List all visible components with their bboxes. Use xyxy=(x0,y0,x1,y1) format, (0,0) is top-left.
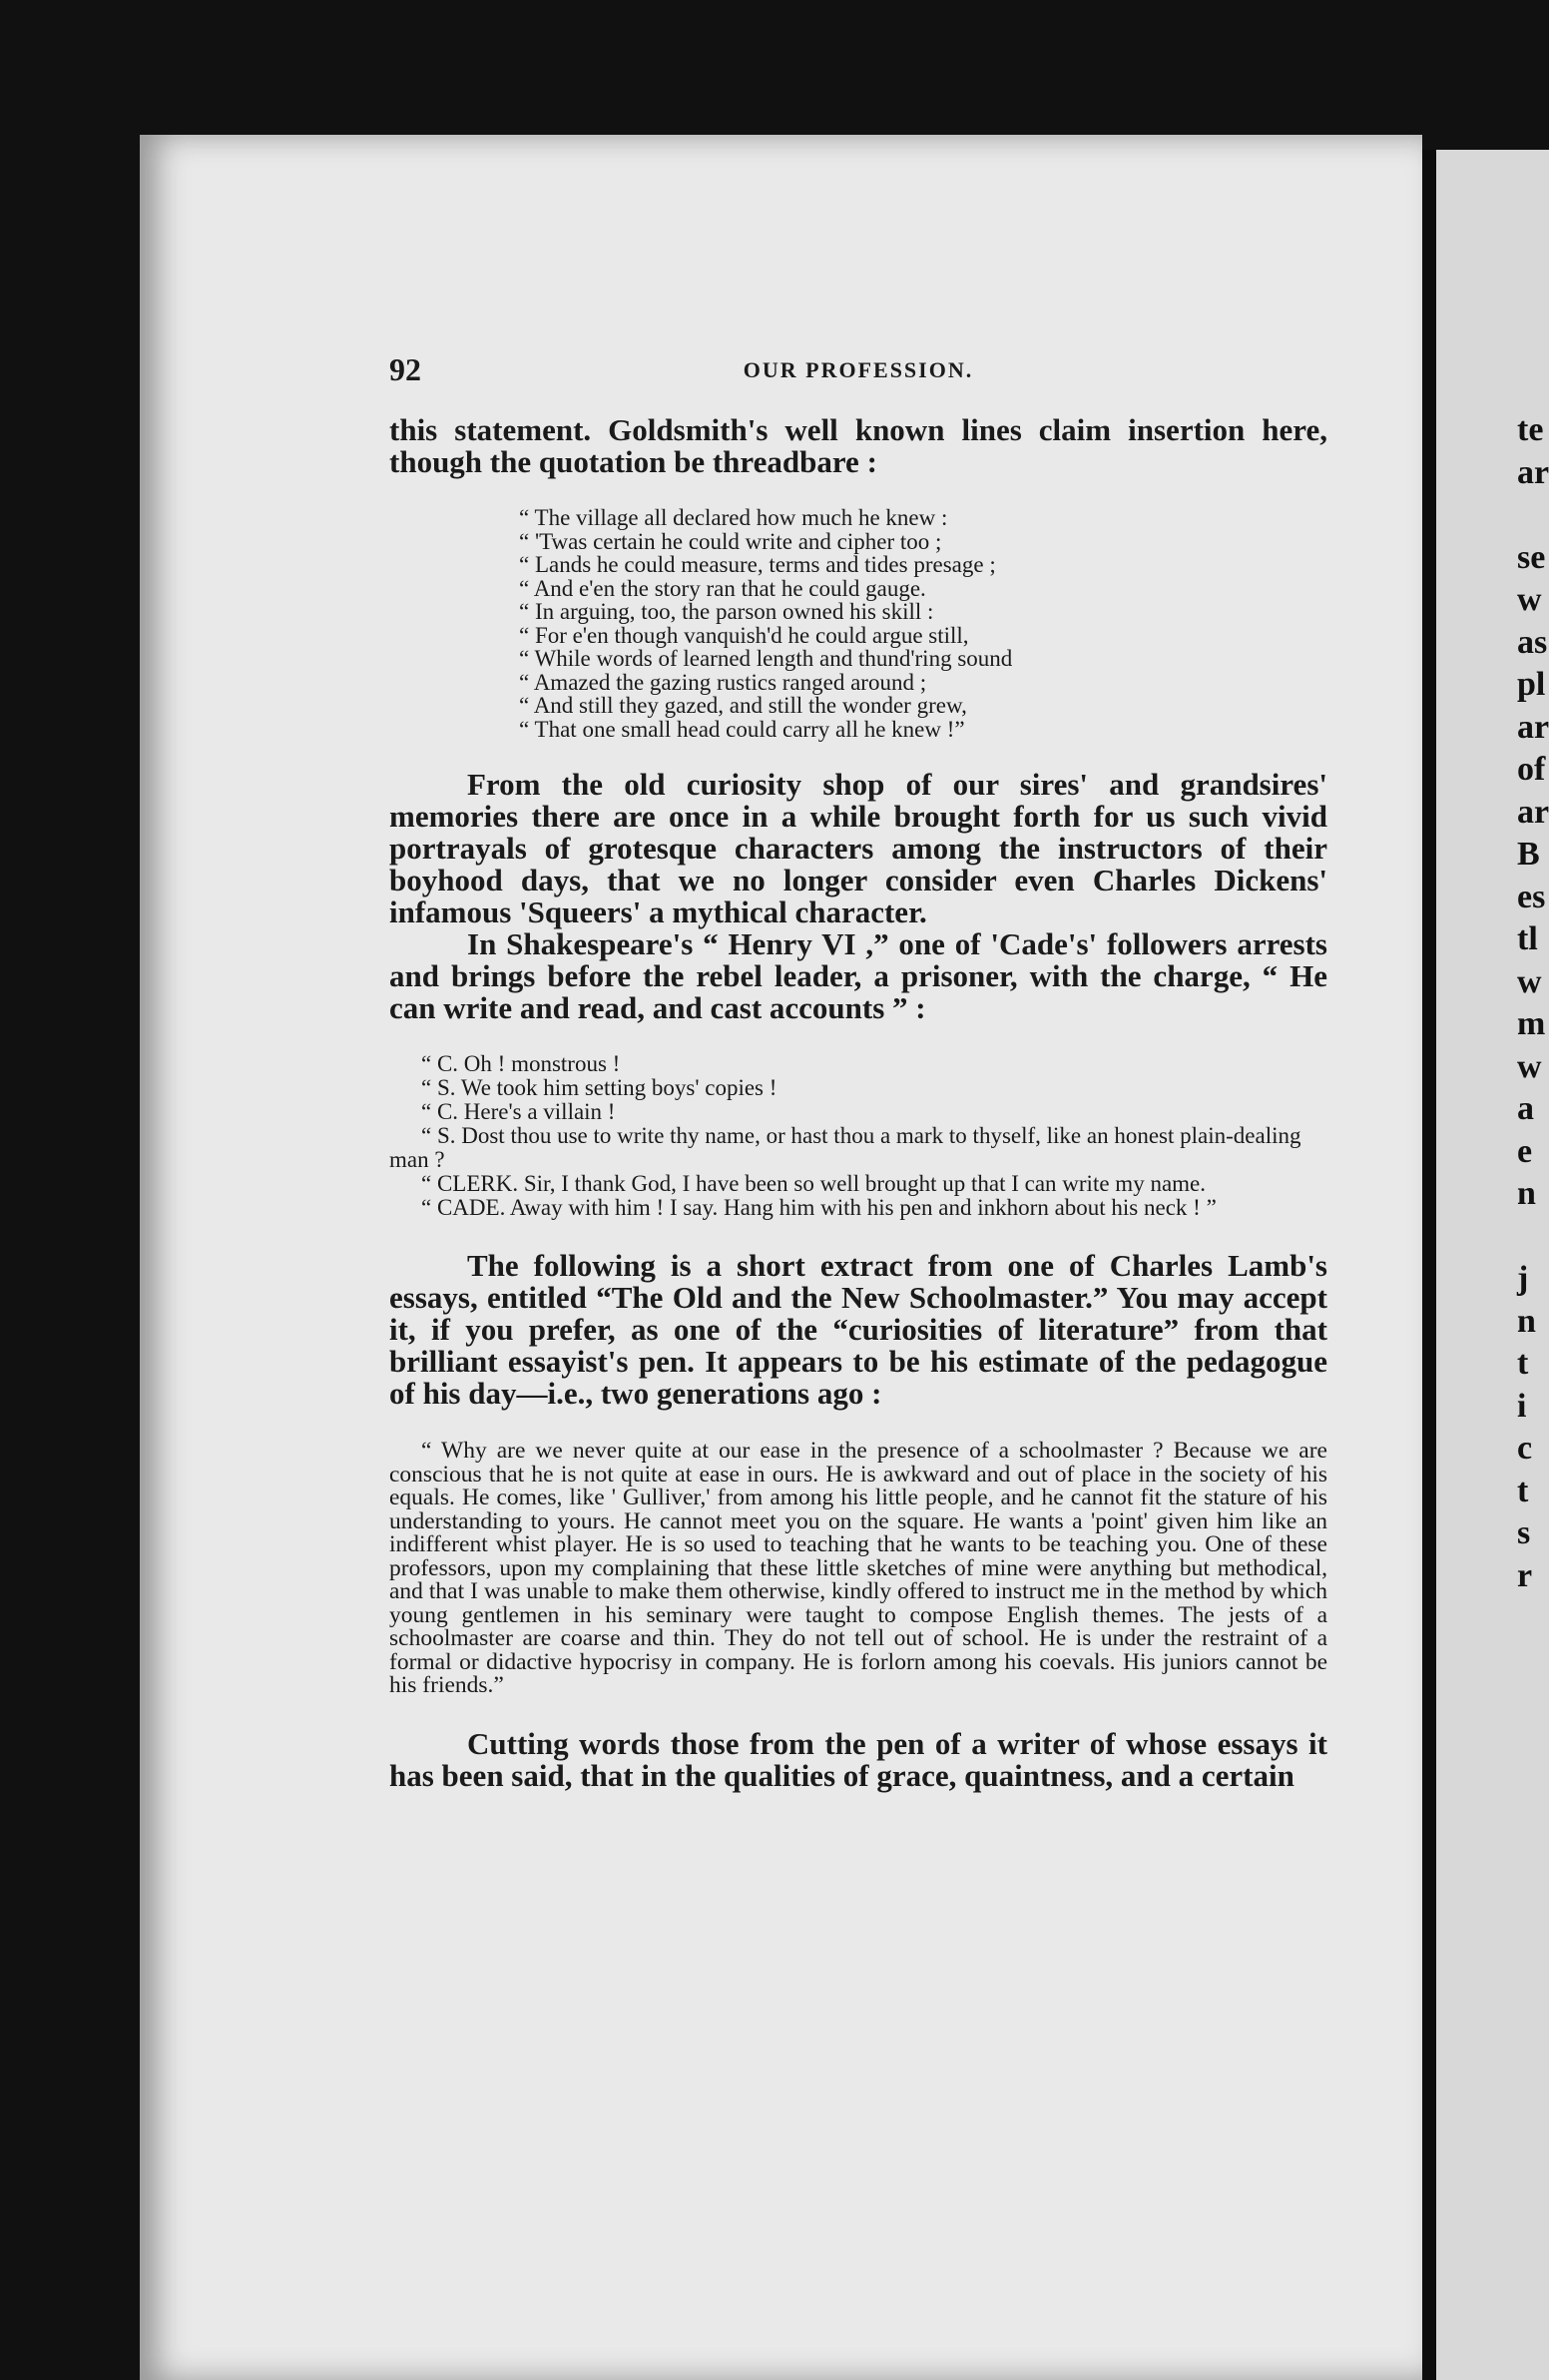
dialogue-line: “ S. Dost thou use to write thy name, or hast thou a mark to thyself, like an honest plain-dealing man ? xyxy=(389,1123,1301,1172)
poem-line: “ And e'en the story ran that he could gauge. xyxy=(519,575,926,601)
facing-page-fragment: t xyxy=(1517,1472,1529,1509)
page-number: 92 xyxy=(389,351,421,387)
poem-line: “ For e'en though vanquish'd he could argue still, xyxy=(519,622,969,648)
facing-page-fragment: te xyxy=(1517,411,1544,448)
facing-page-fragment: pl xyxy=(1517,666,1546,703)
facing-page-margin-text xyxy=(1517,409,1549,1597)
poem-line: “ Lands he could measure, terms and tides presage ; xyxy=(519,552,996,577)
facing-page-fragment: m xyxy=(1517,1005,1546,1042)
facing-page-fragment: t xyxy=(1517,1345,1529,1382)
facing-page-fragment: e xyxy=(1517,1132,1533,1170)
facing-page-fragment: ar xyxy=(1517,708,1549,746)
shakespeare-dialogue xyxy=(389,1052,1327,1220)
facing-page-fragment: w xyxy=(1517,1047,1542,1085)
paragraph-shakespeare: In Shakespeare's “ Henry VI ,” one of 'Cade's' followers arrests and brings before the rebel leader, a prisoner, with the charge, “ He can write and read, and cast accounts ” : xyxy=(389,926,1327,1025)
page-body xyxy=(389,414,1327,1792)
facing-page-fragment: n xyxy=(1517,1302,1536,1340)
facing-page-fragment: ar xyxy=(1517,793,1549,831)
paragraph-intro: this statement. Goldsmith's well known lines claim insertion here, though the quotation be threadbare : xyxy=(389,412,1327,479)
poem-line: “ And still they gazed, and still the wonder grew, xyxy=(519,693,967,718)
dialogue-line: “ C. Oh ! monstrous ! xyxy=(421,1051,621,1076)
page-header xyxy=(389,351,1327,391)
dialogue-line: “ S. We took him setting boys' copies ! xyxy=(421,1075,777,1100)
facing-page-fragment: ar xyxy=(1517,453,1549,491)
dialogue-line: “ C. Here's a villain ! xyxy=(421,1099,616,1124)
paragraph-cutting-words: Cutting words those from the pen of a writer of whose essays it has been said, that in the qualities of grace, quaintness, and a certain xyxy=(389,1725,1327,1793)
facing-page-fragment: a xyxy=(1517,1090,1534,1127)
facing-page-fragment: w xyxy=(1517,581,1542,618)
poem-line: “ That one small head could carry all he knew !” xyxy=(519,716,965,742)
facing-page-fragment: n xyxy=(1517,1175,1536,1212)
facing-page-fragment: w xyxy=(1517,962,1542,1000)
poem-line: “ The village all declared how much he knew : xyxy=(519,505,948,530)
running-head: OUR PROFESSION. xyxy=(743,357,974,382)
paragraph-lamb-intro: The following is a short extract from one of Charles Lamb's essays, entitled “The Old and the New Schoolmaster.” You may accept it, if you prefer, as one of the “curiosities of literature” from that brilliant essayist's pen. It appears to be his estimate of the pedagogue of his day—i.e., two generations ago : xyxy=(389,1248,1327,1411)
facing-page-fragment: r xyxy=(1517,1556,1533,1594)
poem-line: “ While words of learned length and thund'ring sound xyxy=(519,646,1013,671)
facing-page-fragment: se xyxy=(1517,538,1546,576)
poem-line: “ 'Twas certain he could write and cipher too ; xyxy=(519,528,942,554)
facing-page-fragment: s xyxy=(1517,1514,1531,1551)
goldsmith-poem xyxy=(519,506,1327,741)
facing-page-fragment: c xyxy=(1517,1430,1533,1467)
poem-line: “ Amazed the gazing rustics ranged around ; xyxy=(519,669,927,695)
facing-page-fragment: tl xyxy=(1517,920,1538,957)
facing-page-fragment: of xyxy=(1517,751,1546,788)
facing-page-fragment xyxy=(1517,494,1549,537)
facing-page-fragment: es xyxy=(1517,878,1546,915)
facing-page-fragment: i xyxy=(1517,1387,1527,1425)
poem-line: “ In arguing, too, the parson owned his skill : xyxy=(519,599,934,624)
dialogue-line: “ CADE. Away with him ! I say. Hang him with his pen and inkhorn about his neck ! ” xyxy=(421,1195,1217,1220)
facing-page-fragment xyxy=(1517,1216,1549,1259)
facing-page-fragment: j xyxy=(1517,1260,1529,1297)
facing-page-fragment: B xyxy=(1517,836,1540,873)
paragraph-curiosity-shop: From the old curiosity shop of our sires' and grandsires' memories there are once in a while brought forth for us such vivid portrayals of grotesque characters among the instructors of their boyhood days, that we no longer consider even Charles Dickens' infamous 'Squeers' a mythical character. xyxy=(389,767,1327,929)
facing-page-fragment: as xyxy=(1517,623,1548,661)
dialogue-line: “ CLERK. Sir, I thank God, I have been so well brought up that I can write my name. xyxy=(421,1171,1206,1196)
lamb-quotation: “ Why are we never quite at our ease in the presence of a schoolmaster ? Because we are conscious that he is not quite at ease in ours. He is awkward and out of place in the society of his equals. He comes, like ' Gulliver,' from among his little people, and he cannot fit the stature of his understanding to yours. He cannot meet you on the square. He wants a 'point' given him like an indifferent whist player. He is so used to teaching that he wants to be teaching you. One of these professors, upon my complaining that these little sketches of mine were anything but methodical, and that I was unable to make them otherwise, kindly offered to instruct me in the method by which young gentlemen in his seminary were taught to compose English themes. The jests of a schoolmaster are coarse and thin. They do not tell out of school. He is under the restraint of a formal or didactive hypocrisy in company. He is forlorn among his coevals. His juniors cannot be his friends.” xyxy=(389,1438,1327,1698)
